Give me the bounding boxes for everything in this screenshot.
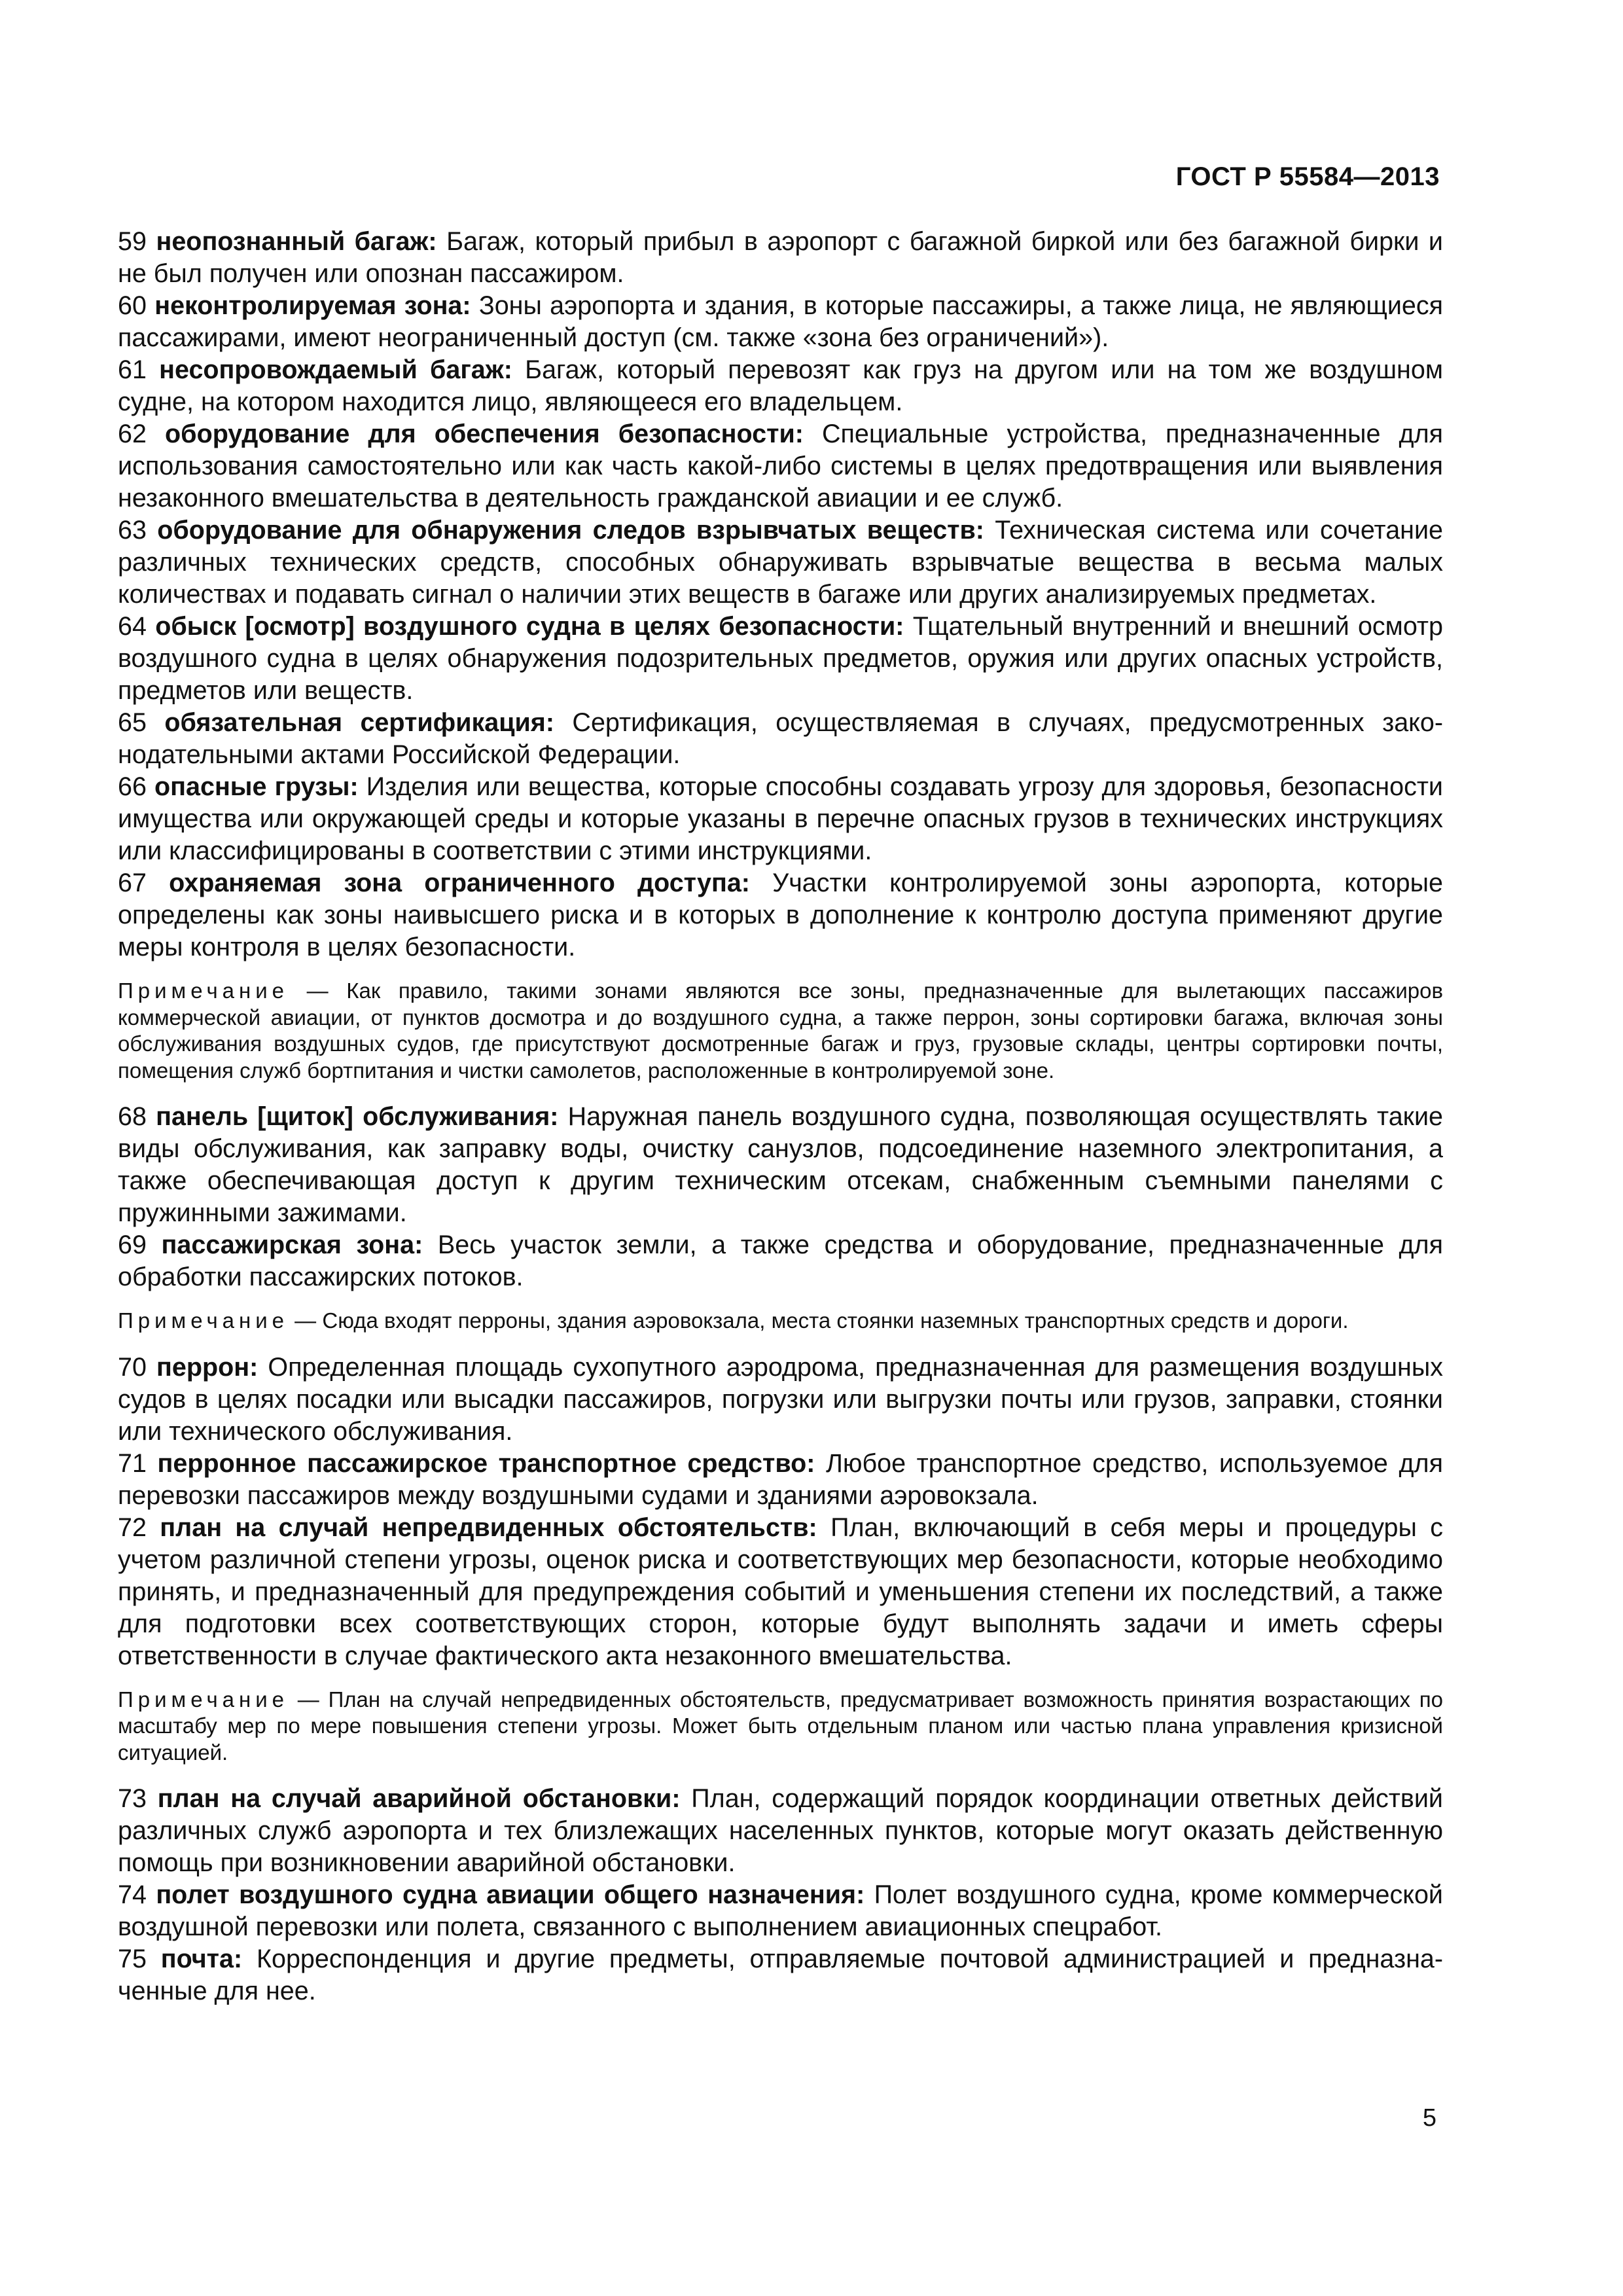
- term-definition: Весь участок земли, а также средства и оборудование, предназначенные для обработки пассажирских потоков.: [118, 1230, 1443, 1291]
- term-name: опасные грузы:: [154, 772, 359, 801]
- term-entry: [118, 1229, 1443, 1293]
- term-entry: [118, 867, 1443, 963]
- term-number: 68: [118, 1102, 147, 1131]
- note-label: Примечание: [118, 978, 289, 1003]
- term-definition: Полет воздушного судна, кроме коммерческой воздушной перевозки или полета, связанного с выполнением авиационных спецработ.: [118, 1880, 1443, 1941]
- term-entry: [118, 514, 1443, 611]
- term-definition: Сертификация, осуществляемая в случаях, предусмотренных законодательными актами Российской Федерации.: [118, 708, 1444, 769]
- term-number: 61: [118, 355, 147, 384]
- note-separator: —: [289, 1687, 329, 1712]
- term-entry: [118, 290, 1443, 354]
- term-number: 63: [118, 516, 147, 545]
- term-name: перрон:: [156, 1352, 259, 1382]
- term-name: неопознанный багаж:: [156, 227, 437, 256]
- term-entry: [118, 1783, 1443, 1879]
- term-entry: [118, 1352, 1443, 1448]
- term-name: панель [щиток] обслуживания:: [156, 1102, 559, 1131]
- term-number: 69: [118, 1230, 147, 1259]
- term-number: 72: [118, 1513, 147, 1542]
- note-label: Примечание: [118, 1687, 289, 1712]
- term-name: обыск [осмотр] воздушного судна в целях безопасности:: [155, 612, 904, 641]
- term-entry: [118, 354, 1443, 418]
- note-text: План на случай непредвиденных обстоятельств, предусматривает возможность принятия возрастающих по масштабу мер по мере повышения степени угрозы. Может быть отдельным планом или частью плана управления кризисной ситуацией.: [118, 1687, 1443, 1765]
- term-definition: Техническая система или сочетание различных технических средств, способных обнаруживать взрывчатые вещества в весьма малых количествах и подавать сигнал о наличии этих веществ в багаже или других анализируемых предметах.: [118, 516, 1444, 609]
- term-entry: [118, 611, 1443, 707]
- term-definition: Определенная площадь сухопутного аэродрома, предназначенная для размещения воздушных судов в целях посадки или высадки пассажиров, погрузки или выгрузки почты или грузов, заправки, стоянки или технического обслуживания.: [118, 1352, 1443, 1446]
- term-definition: Любое транспортное средство, используемое для перевозки пассажиров между воздушными судами и зданиями аэровокзала.: [118, 1448, 1443, 1510]
- term-name: план на случай непредвиденных обстоятельств:: [160, 1513, 817, 1542]
- note-separator: —: [289, 978, 347, 1003]
- term-definition: Специальные устройства, предназначенные для использования самостоятельно или как часть какой-либо системы в целях предотвращения или выявления незаконного вмешательства в деятельность гражданской авиации и ее служб.: [118, 420, 1444, 512]
- note: [118, 1687, 1443, 1767]
- term-name: оборудование для обеспечения безопасности:: [165, 420, 804, 448]
- term-entry: [118, 226, 1443, 290]
- term-number: 65: [118, 708, 147, 737]
- term-definition: Изделия или вещества, которые способны создавать угрозу для здоровья, безопасности имущества или окружающей среды и которые указаны в перечне опасных грузов в технических инструкциях или классифицированы в соответствии с этими инструкциями.: [118, 772, 1443, 865]
- term-definition: Наружная панель воздушного судна, позволяющая осуществлять такие виды обслуживания, как заправку воды, очистку санузлов, подсоединение наземного электропитания, а также обеспечивающая доступ к другим техническим отсекам, снабженным съемными панелями с пружинными зажимами.: [118, 1102, 1443, 1227]
- term-name: оборудование для обнаружения следов взрывчатых веществ:: [157, 516, 984, 545]
- term-number: 74: [118, 1880, 147, 1909]
- term-definition: Участки контролируемой зоны аэропорта, которые определены как зоны наивысшего риска и в которых в дополнение к контролю доступа применяют другие меры контроля в целях безопасности.: [118, 869, 1443, 961]
- term-number: 75: [118, 1945, 147, 1973]
- note-text: Как правило, такими зонами являются все зоны, предназначенные для вылетающих пассажиров коммерческой авиации, от пунктов досмотра и до воздушного судна, а также перрон, зоны сортировки багажа, включая зоны обслуживания воздушных судов, где присутствуют досмотренные багаж и груз, грузовые склады, центры сортировки почты, помещения служб бортпитания и чистки самолетов, расположенные в контролируемой зоне.: [118, 978, 1443, 1083]
- term-definition: Корреспонденция и другие предметы, отправляемые почтовой администрацией и предназначенные для нее.: [118, 1945, 1444, 2005]
- term-definition: Багаж, который перевозят как груз на другом или на том же воздушном судне, на котором находится лицо, являющееся его владельцем.: [118, 355, 1443, 416]
- term-entry: [118, 707, 1443, 771]
- note: [118, 1308, 1443, 1335]
- term-definition: Багаж, который прибыл в аэропорт с багажной биркой или без багажной бирки и не был получен или опознан пассажиром.: [118, 227, 1443, 288]
- term-entry: [118, 1101, 1443, 1229]
- term-number: 60: [118, 291, 147, 320]
- term-number: 64: [118, 612, 147, 641]
- page-number: 5: [1422, 2104, 1436, 2132]
- term-name: почта:: [160, 1945, 243, 1973]
- note-label: Примечание: [118, 1308, 289, 1333]
- term-name: обязательная сертификация:: [164, 708, 554, 737]
- document-id: ГОСТ Р 55584—2013: [1175, 162, 1440, 191]
- note: [118, 978, 1443, 1084]
- term-number: 66: [118, 772, 147, 801]
- term-definition: Тщательный внутренний и внешний осмотр воздушного судна в целях обнаружения подозрительных предметов, оружия или других опасных устройств, предметов или веществ.: [118, 612, 1443, 705]
- term-entry: [118, 1879, 1443, 1943]
- note-separator: —: [289, 1308, 323, 1333]
- term-definition: План, содержащий порядок координации ответных действий различных служб аэропорта и тех близлежащих населенных пунктов, которые могут оказать действенную помощь при возникновении аварийной обстановки.: [118, 1784, 1443, 1877]
- term-number: 59: [118, 227, 147, 256]
- term-number: 71: [118, 1448, 147, 1478]
- term-number: 70: [118, 1352, 147, 1382]
- term-name: охраняемая зона ограниченного доступа:: [169, 869, 750, 897]
- term-name: неконтролируемая зона:: [154, 291, 471, 320]
- term-entry: [118, 1512, 1443, 1672]
- note-text: Сюда входят перроны, здания аэровокзала, места стоянки наземных транспортных средств и дороги.: [322, 1308, 1349, 1333]
- terms-list: [118, 226, 1443, 2007]
- term-entry: [118, 1943, 1443, 2007]
- term-definition: Зоны аэропорта и здания, в которые пассажиры, а также лица, не являющиеся пассажирами, имеют неограниченный доступ (см. также «зона без ограничений»).: [118, 291, 1443, 352]
- term-number: 67: [118, 869, 147, 897]
- term-entry: [118, 1448, 1443, 1512]
- term-name: несопровождаемый багаж:: [159, 355, 512, 384]
- term-entry: [118, 418, 1443, 514]
- term-name: план на случай аварийной обстановки:: [157, 1784, 681, 1813]
- term-entry: [118, 771, 1443, 867]
- term-name: полет воздушного судна авиации общего назначения:: [156, 1880, 865, 1909]
- term-number: 62: [118, 420, 147, 448]
- term-number: 73: [118, 1784, 147, 1813]
- term-name: пассажирская зона:: [161, 1230, 423, 1259]
- term-name: перронное пассажирское транспортное средство:: [157, 1448, 815, 1478]
- term-definition: План, включающий в себя меры и процедуры с учетом различной степени угрозы, оценок риска и соответствующих мер безопасности, которые необходимо принять, и предназначенный для предупреждения событий и уменьшения степени их последствий, а также для подготовки всех соответствующих сторон, которые будут выполнять задачи и иметь сферы ответственности в случае фактического акта незаконного вмешательства.: [118, 1513, 1443, 1670]
